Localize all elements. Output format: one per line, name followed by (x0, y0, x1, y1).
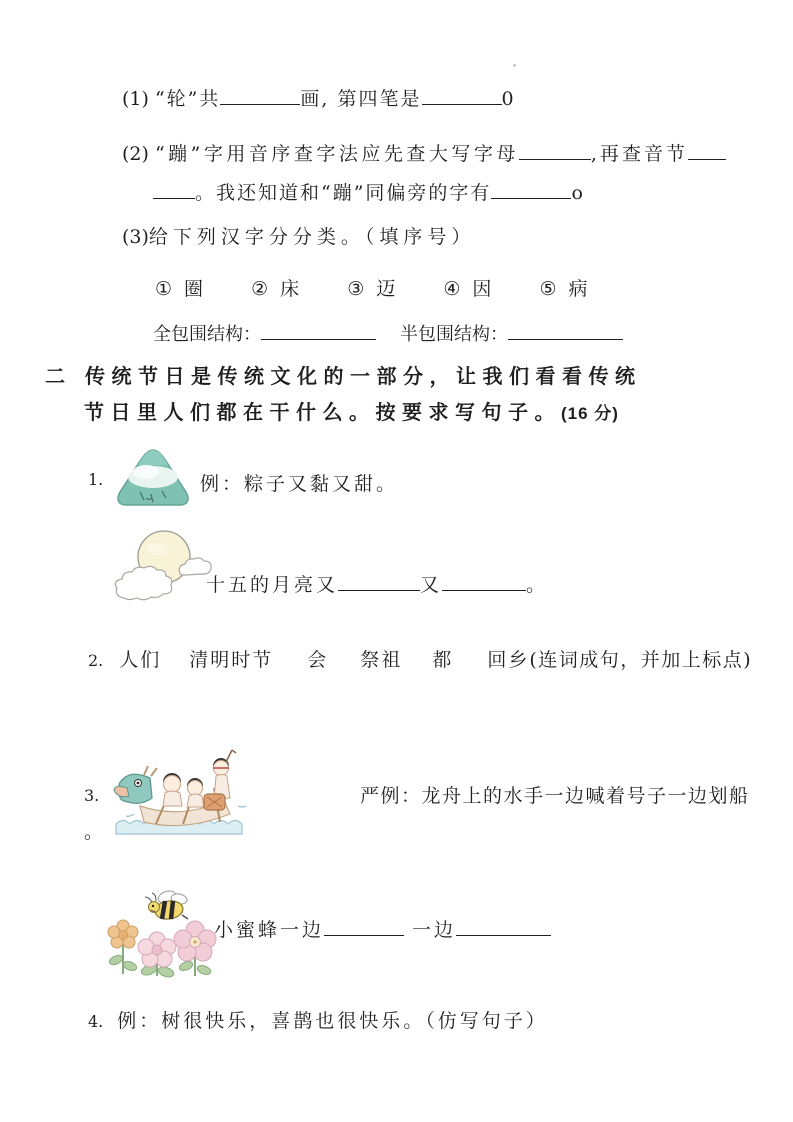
answer-blank (442, 572, 526, 591)
option-number: ① (155, 278, 173, 300)
word-card: 都 (432, 649, 454, 671)
question-1-1-tail: 0 (501, 88, 514, 110)
item-3-prompt-a: 小蜜蜂一边 (214, 919, 325, 941)
question-1-2-text-a: “蹦”字用音序查字法应先查大写字母 (154, 143, 519, 165)
item-3-example-end: 。 (84, 821, 104, 843)
option-item (155, 278, 203, 300)
item-2-line (88, 645, 752, 672)
answer-blank (519, 141, 591, 160)
option-char: 床 (280, 278, 300, 300)
question-1-3-title (122, 222, 475, 249)
answer-blank (456, 917, 551, 936)
question-1-3-text: 给下列汉字分分类。（填序号） (148, 226, 476, 248)
option-char: 病 (568, 278, 588, 300)
item-4-line (88, 1006, 548, 1033)
answer-blank (324, 917, 404, 936)
answer-blank (220, 86, 300, 105)
full-enclosure-label: 全包围结构： (153, 324, 261, 345)
section-two-heading-line1: 二 传统节日是传统文化的一部分，让我们看看传统 (45, 364, 642, 388)
question-1-2-text-c: 。我还知道和“蹦”同偏旁的字有 (195, 182, 492, 204)
item-1-prompt-a: 十五的月亮又 (206, 574, 339, 596)
question-1-1 (122, 84, 514, 111)
item-1-prompt-end: 。 (526, 574, 546, 596)
item-2-number: 2. (88, 651, 104, 670)
question-1-1-text-a: “轮”共 (154, 88, 221, 110)
item-4-number: 4. (88, 1012, 104, 1031)
answer-blank (688, 141, 726, 160)
item-3-fill-line (214, 915, 551, 942)
item-2-instruction: (连词成句，并加上标点) (529, 649, 753, 671)
item-3-prompt-b: 一边 (412, 919, 457, 941)
option-char: 迈 (376, 278, 396, 300)
question-1-2-line1 (122, 139, 726, 166)
moon-clouds-icon (112, 526, 218, 604)
option-number: ② (251, 278, 269, 300)
word-card: 祭祖 (360, 649, 403, 671)
option-number: ③ (347, 278, 365, 300)
question-1-2-line2 (153, 178, 583, 205)
option-item (443, 278, 491, 300)
word-card: 清明时节 (189, 649, 274, 671)
item-1-prompt-b: 又 (420, 574, 443, 596)
question-1-3-options (155, 274, 630, 301)
question-1-3-categories (153, 320, 623, 346)
question-1-2-tail: o (571, 182, 583, 204)
question-1-2-label: (2) (122, 143, 149, 165)
question-1-3-label: (3) (122, 226, 149, 248)
answer-blank (153, 180, 195, 199)
zongzi-icon (110, 447, 196, 511)
speck-mark (513, 64, 516, 67)
option-number: ⑤ (539, 278, 557, 300)
word-card: 回乡 (487, 649, 530, 671)
item-3-example: 严例：龙舟上的水手一边喊着号子一边划船 (360, 785, 750, 807)
option-item (251, 278, 299, 300)
section-two-heading-line2 (84, 396, 619, 425)
item-3-number: 3. (84, 786, 100, 805)
section-two-score: (16 分) (561, 404, 619, 423)
item-1-fill-line (206, 570, 545, 597)
answer-blank (422, 86, 502, 105)
option-number: ④ (443, 278, 461, 300)
question-1-1-label: (1) (122, 88, 149, 110)
word-card: 人们 (119, 649, 162, 671)
bee-flowers-icon (107, 886, 219, 978)
item-4-text: 例：树很快乐，喜鹊也很快乐。（仿写句子） (117, 1010, 548, 1032)
dragon-boat-icon (110, 744, 254, 838)
answer-blank (508, 322, 623, 340)
section-two-heading-text: 节日里人们都在干什么。按要求写句子。 (84, 400, 561, 424)
item-1-example: 例：粽子又黏又甜。 (200, 473, 399, 495)
answer-blank (491, 180, 571, 199)
question-1-2-text-b: ,再查音节 (590, 143, 688, 165)
option-item (539, 278, 587, 300)
question-1-1-text-b: 画, 第四笔是 (300, 88, 422, 110)
half-enclosure-label: 半包围结构： (400, 324, 508, 345)
word-card: 会 (307, 649, 329, 671)
option-char: 因 (472, 278, 492, 300)
option-char: 圈 (184, 278, 204, 300)
answer-blank (338, 572, 420, 591)
item-1-number: 1. (88, 470, 104, 489)
option-item (347, 278, 395, 300)
answer-blank (261, 322, 376, 340)
